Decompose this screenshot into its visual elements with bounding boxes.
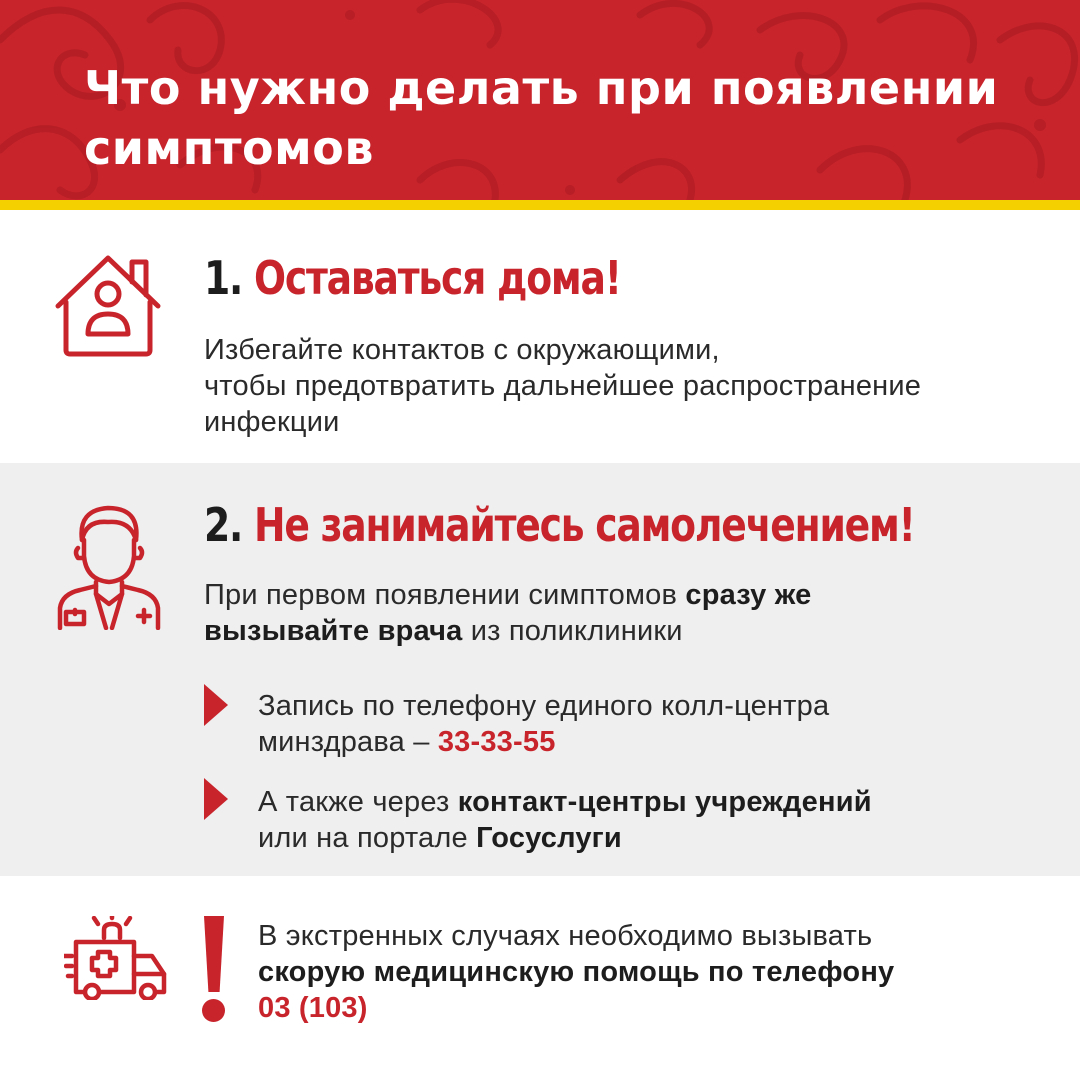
step-1-line-1: Избегайте контактов с окружающими,: [204, 334, 720, 366]
bullet-1-line-2: минздрава –: [258, 726, 438, 758]
header-banner: [0, 0, 1080, 200]
exclamation-icon: [204, 916, 224, 992]
doctor-icon: [56, 500, 162, 630]
step-1-heading: Оставаться дома!: [254, 251, 621, 305]
step-2-description: [204, 577, 811, 649]
step-1-title: [204, 250, 621, 306]
yellow-stripe: [0, 200, 1080, 210]
step-2-bold-2: вызывайте врача: [204, 615, 463, 647]
ambulance-icon: [64, 916, 170, 1000]
bullet-2-text: [258, 784, 872, 856]
step-2-title: [204, 497, 915, 553]
title-line-1: Что нужно делать при появлении: [84, 61, 999, 115]
bullet-2-bold: контакт-центры учреждений: [457, 786, 872, 818]
emergency-text: [258, 918, 894, 1026]
step-1-description: [204, 332, 921, 440]
bullet-2-line-2: или на портале: [258, 822, 477, 854]
emergency-phone: 03 (103): [258, 992, 368, 1024]
bullet-triangle-1: [204, 684, 228, 726]
step-2-number: 2.: [204, 498, 243, 552]
bullet-triangle-2: [204, 778, 228, 820]
step-1-number: 1.: [204, 251, 243, 305]
bullet-1-line-1: Запись по телефону единого колл-центра: [258, 690, 830, 722]
title-line-2: симптомов: [84, 121, 374, 175]
exclamation-dot-icon: [202, 999, 225, 1022]
step-1-line-2: чтобы предотвратить дальнейшее распространение: [204, 370, 922, 402]
emergency-line-1: В экстренных случаях необходимо вызывать: [258, 920, 873, 952]
page-title: [84, 58, 1044, 178]
step-2-text-part-2: из поликлиники: [462, 615, 683, 647]
gosuslugi-label: Госуслуги: [476, 822, 622, 854]
house-person-icon: [52, 252, 164, 360]
bullet-2-prefix: А также через: [258, 786, 458, 818]
step-2-text-part-1: При первом появлении симптомов: [204, 579, 686, 611]
step-2-bold-1: сразу же: [685, 579, 812, 611]
step-1-line-3: инфекции: [204, 406, 340, 438]
callcenter-phone: 33-33-55: [437, 726, 556, 758]
step-2-heading: Не занимайтесь самолечением!: [254, 498, 915, 552]
bullet-1-text: [258, 688, 829, 760]
emergency-line-2: скорую медицинскую помощь по телефону: [258, 956, 895, 988]
